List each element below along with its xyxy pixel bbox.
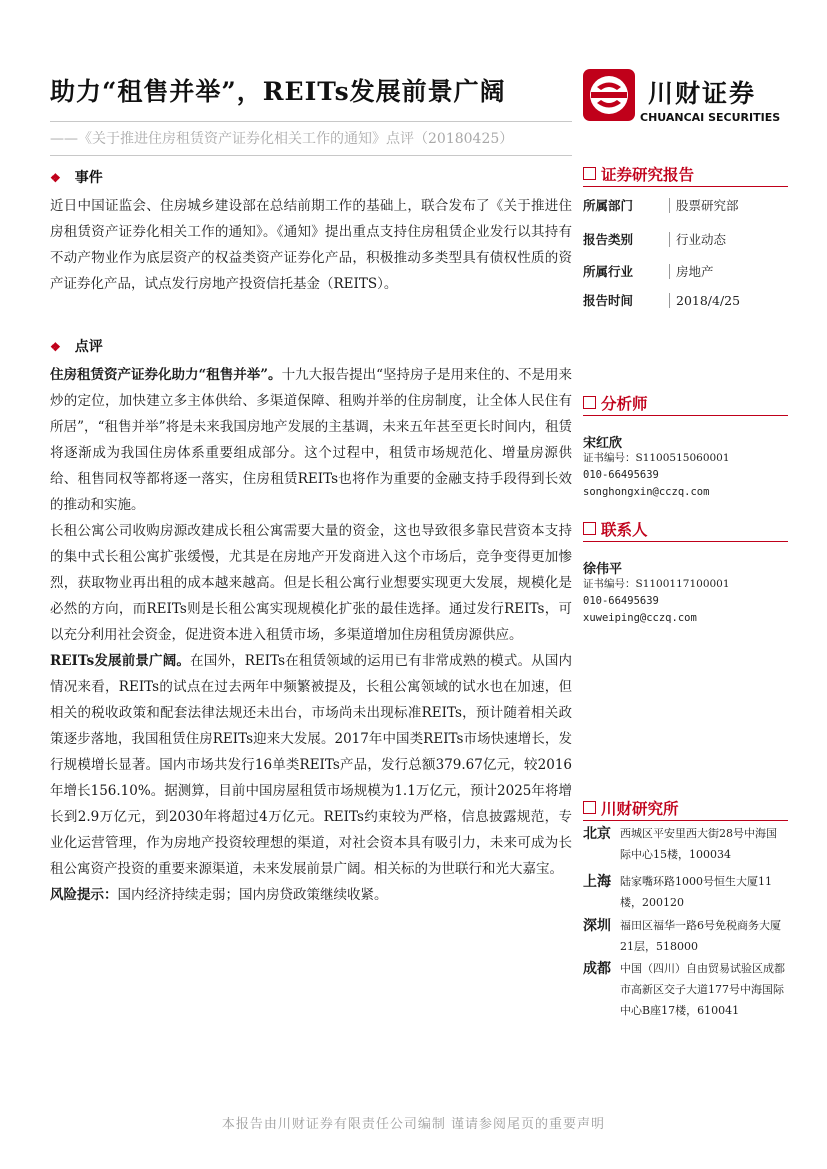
institute-heading-divider <box>583 820 788 821</box>
risk-paragraph: 风险提示：国内经济持续走弱；国内房贷政策继续收紧。 <box>50 887 388 903</box>
office-city-chengdu: 成都 <box>583 961 611 977</box>
contact-cert: 证书编号：S1100117100001 <box>583 578 730 590</box>
diamond-bullet-icon: ❖ <box>50 171 61 185</box>
meta-row-date: 报告时间 2018/4/25 <box>583 293 741 308</box>
meta-row-category: 报告类别 行业动态 <box>583 232 727 247</box>
comment-body <box>50 362 572 908</box>
square-bullet-icon <box>583 396 596 409</box>
analyst-cert: 证书编号：S1100515060001 <box>583 452 730 464</box>
risk-label: 风险提示： <box>50 887 118 903</box>
office-city-shanghai: 上海 <box>583 874 611 890</box>
event-heading: ❖ 事件 <box>50 170 103 186</box>
square-bullet-icon <box>583 522 596 535</box>
report-type-heading: 证券研究报告 <box>583 163 694 185</box>
page-footer: 本报告由川财证券有限责任公司编制 谨请参阅尾页的重要声明 <box>221 1117 606 1132</box>
comment-heading: ❖ 点评 <box>50 339 103 355</box>
institute-heading: 川财研究所 <box>583 797 679 819</box>
contact-name: 徐伟平 <box>583 562 623 577</box>
page-subtitle: ——《关于推进住房租赁资产证券化相关工作的通知》点评（20180425） <box>50 131 514 147</box>
paragraph-lead: 住房租赁资产证券化助力“租售并举”。 <box>50 367 282 383</box>
chuancai-logo-icon <box>583 69 635 121</box>
report-heading-divider <box>583 186 788 187</box>
office-address-shanghai: 陆家嘴环路1000号恒生大厦11楼，200120 <box>620 875 772 909</box>
analyst-email[interactable]: songhongxin@cczq.com <box>583 486 710 498</box>
subtitle-divider <box>50 155 572 156</box>
diamond-bullet-icon: ❖ <box>50 340 61 354</box>
comment-paragraph-3: REITs发展前景广阔。在国外，REITs在租赁领域的运用已有非常成熟的模式。从国内情况来看，REITs的试点在过去两年中频繁被提及，长租公寓领域的试水也在加速，但相关的税收政策和配套法律法规还未出台，市场尚未出现标准REITs，预计随着相关政策逐步落地，我国租赁住房REITs迎来大发展。2017年中国类REITs市场快速增长，发行规模增长显著。国内市场共发行16单类REITs产品，发行总额379.67亿元，较2016年增长156.10%。据测算，目前中国房屋租赁市场规模为1.1万亿元，预计2025年将增长到2.9万亿元，到2030年将超过4万亿元。REITs约束较为严格，信息披露规范，专业化运营管理，作为房地产投资较理想的渠道，对社会资本具有吸引力，未来可成为长租公寓资产投资的重要来源渠道，未来发展前景广阔。相关标的为世联行和光大嘉宝。 <box>50 653 572 877</box>
analyst-details <box>583 450 730 501</box>
office-address-beijing: 西城区平安里西大街28号中海国际中心15楼，100034 <box>620 827 777 861</box>
analyst-heading: 分析师 <box>583 392 648 414</box>
title-divider <box>50 121 572 122</box>
paragraph-lead: REITs发展前景广阔。 <box>50 653 191 669</box>
office-address-chengdu: 中国（四川）自由贸易试验区成都市高新区交子大道177号中海国际中心B座17楼，610041 <box>620 962 785 1017</box>
square-bullet-icon <box>583 167 596 180</box>
contact-heading-divider <box>583 541 788 542</box>
analyst-heading-divider <box>583 415 788 416</box>
meta-row-department: 所属部门 股票研究部 <box>583 198 739 213</box>
contact-phone: 010-66495639 <box>583 595 659 607</box>
comment-paragraph-2: 长租公寓公司收购房源改建成长租公寓需要大量的资金，这也导致很多靠民营资本支持的集中式长租公寓扩张缓慢，尤其是在房地产开发商进入这个市场后，竞争变得更加惨烈，获取物业再出租的成本越来越高。但是长租公寓行业想要实现更大发展，规模化是必然的方向，而REITs则是长租公寓实现规模化扩张的最佳选择。通过发行REITs，可以充分利用社会资金，促进资本进入租赁市场，多渠道增加住房租赁房源供应。 <box>50 523 572 643</box>
comment-paragraph-1: 住房租赁资产证券化助力“租售并举”。十九大报告提出“坚持房子是用来住的、不是用来炒的定位，加快建立多主体供给、多渠道保障、租购并举的住房制度，让全体人民住有所居”，“租售并举”将是未来我国房地产发展的主基调，未来五年甚至更长时间内，租赁将逐渐成为我国住房体系重要组成部分。这个过程中，租赁市场规范化、增量房源供给、租售同权等都将逐一落实，住房租赁REITs也将作为重要的金融支持手段得到长效的推动和实施。 <box>50 367 572 513</box>
office-city-beijing: 北京 <box>583 826 611 842</box>
square-bullet-icon <box>583 801 596 814</box>
office-address-shenzhen: 福田区福华一路6号免税商务大厦21层，518000 <box>620 919 781 953</box>
contact-heading: 联系人 <box>583 518 648 540</box>
logo-company-name-en: CHUANCAI SECURITIES <box>640 111 781 124</box>
office-city-shenzhen: 深圳 <box>583 918 611 934</box>
analyst-name: 宋红欣 <box>583 436 623 451</box>
page-title: 助力“租售并举”，REITs发展前景广阔 <box>50 77 506 106</box>
logo-company-name: 川财证券 <box>648 79 757 108</box>
meta-row-industry: 所属行业 房地产 <box>583 264 714 279</box>
analyst-phone: 010-66495639 <box>583 469 659 481</box>
contact-email[interactable]: xuweiping@cczq.com <box>583 612 697 624</box>
event-paragraph: 近日中国证监会、住房城乡建设部在总结前期工作的基础上，联合发布了《关于推进住房租赁资产证券化相关工作的通知》。《通知》提出重点支持住房租赁企业发行以其持有不动产物业作为底层资产的权益类资产证券化产品，积极推动多类型具有债权性质的资产证券化产品，试点发行房地产投资信托基金（REITS）。 <box>50 198 572 292</box>
contact-details <box>583 576 730 627</box>
